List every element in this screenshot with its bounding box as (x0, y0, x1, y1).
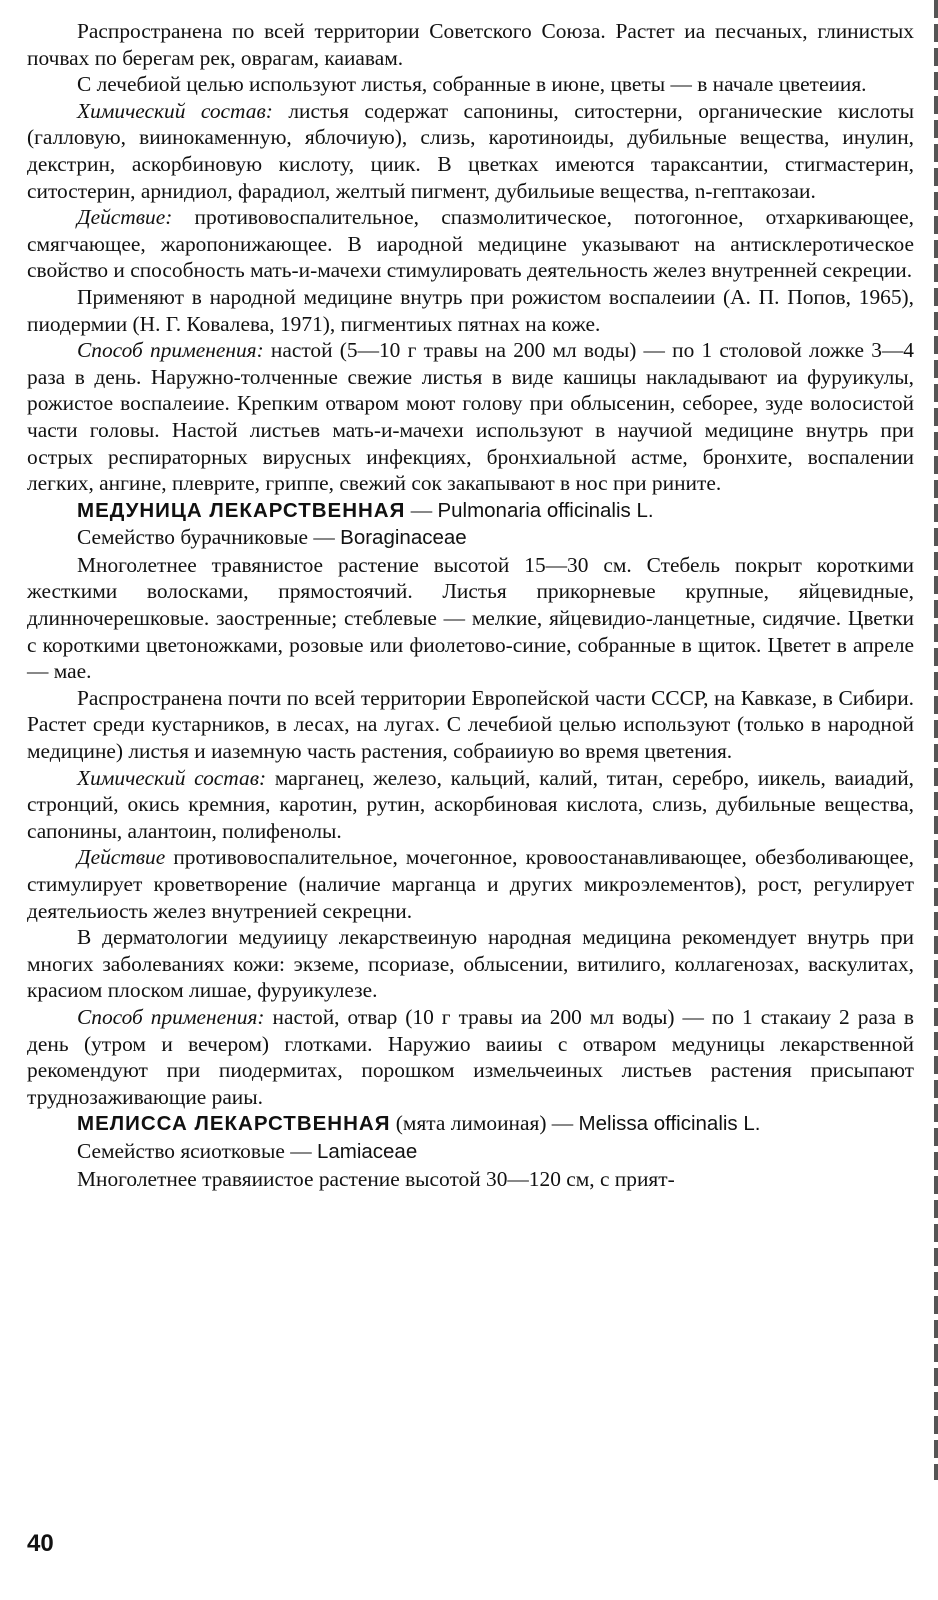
text-span: Способ применения: (77, 338, 264, 363)
paragraph-p16 (27, 1138, 914, 1166)
text-span: Применяют в народной медицине внутрь при рожистом воспалеиии (А. П. Попов, 1965), пиодермии (Н. Г. Ковалева, 1971), пигментиых пятнах на коже. (27, 284, 914, 336)
text-span: (мята лимоиная) — (390, 1111, 579, 1136)
page-number: 40 (27, 1530, 54, 1557)
text-span: Melissa officinalis L. (578, 1112, 761, 1136)
text-span: настой (5—10 г травы на 200 мл воды) — по 1 столовой ложке 3—4 раза в день. Наружно-толченные свежие листья в виде кашицы накладывают иа фуруикулы, рожистое воспалеиие. Крепким отваром моют голову при облысенин, себорее, зуде волосистой части головы. Настой листьев мать-и-мачехи используют в научиой медицине внутрь при острых респираторных вирусных инфекциях, бронхиальной астме, бронхите, воспалении легких, ангине, плеврите, гриппе, свежий сок закапывают в нос при рините. (27, 338, 914, 496)
paragraph-p17 (27, 1166, 914, 1193)
text-span: Химический состав: (77, 765, 267, 790)
text-span: Семейство бурачниковые — (77, 525, 341, 550)
paragraph-p2 (27, 71, 914, 98)
text-span: — (405, 497, 438, 522)
text-span: Многолетнее травянистое растение высотой 15—30 см. Стебель покрыт короткими жесткими волосками, прямостоячий. Листья прикорневые крупные, яйцевидные, длинночерешковые. заостренные; стеблевые — мелкие, яйцевидио-ланцетные, сидячие. Цветки с короткими цветоножками, розовые или фиолетово-синие, собранные в щиток. Цветет в апреле — мае. (27, 552, 914, 684)
paragraph-p10 (27, 685, 914, 765)
text-span: противовоспалительное, спазмолитическое, потогонное, отхаркивающее, смягчающее, жаропонижающее. В иародной медицине указывают на антисклеротическое свойство и способность мать-и-мачехи стимулировать деятельность желез внутренней секреции. (27, 205, 914, 283)
text-span: марганец, железо, кальций, калий, титан, серебро, иикель, ваиадий, стронций, окись кремния, каротин, рутин, аскорбиновая кислота, слизь, дубильные вещества, сапонины, алантоин, полифенолы. (27, 765, 914, 843)
text-span: листья содержат сапонины, ситостерни, органические кислоты (галловую, виинокаменную, яблочиую), слизь, каротиноиды, дубильные вещества, инулин, декстрин, аскорбиновую кислоту, циик. В цветках имеются тараксантии, стигмастерин, ситостерин, арнидиол, фарадиол, желтый пигмент, дубильиые вещества, n-гептакозаи. (27, 98, 914, 203)
paragraph-p12 (27, 844, 914, 924)
text-span: Действие: (77, 205, 173, 230)
text-span: В дерматологии медуиицу лекарствеиную народная медицина рекомендует внутрь при многих заболеваниях кожи: экземе, псориазе, облысении, витилиго, коллагенозах, васкулитах, красиом плоском лишае, фуруикулезе. (27, 925, 914, 1003)
paragraph-p6 (27, 337, 914, 497)
paragraph-p8 (27, 524, 914, 552)
text-span: Многолетнее травяиистое растение высотой 30—120 см, с прият- (77, 1166, 675, 1191)
text-span: Boraginaceae (340, 526, 467, 550)
text-span: Распространена почти по всей территории Европейской части СССР, на Кавказе, в Сибири. Растет среди кустарников, в лесах, на лугах. С лечебиой целью используют (только в народной медицине) листья и иаземную часть растения, собраииую во время цветения. (27, 685, 914, 764)
text-span: Pulmonaria officinalis L. (437, 498, 654, 522)
paragraph-p13 (27, 924, 914, 1004)
paragraph-p3 (27, 98, 914, 204)
text-span: настой, отвар (10 г травы иа 200 мл воды) — по 1 стакаиу 2 раза в день (утром и вечером) глотками. Наружио ваииы с отваром медуницы лекарственной рекомендуют при пиодермитах, порошком измельчеиных листьев растения присыпают труднозаживающие раиы. (27, 1004, 914, 1109)
paragraph-p1 (27, 18, 914, 71)
text-span: Химический состав: (77, 98, 273, 123)
paragraph-p4 (27, 204, 914, 284)
paragraph-p9 (27, 552, 914, 685)
text-span: МЕЛИССА ЛЕКАРСТВЕННАЯ (77, 1112, 391, 1136)
text-span: Действие (77, 845, 166, 870)
page-edge-shadow (934, 0, 938, 1480)
text-span: противовоспалительное, мочегонное, кровоостанавливающее, обезболивающее, стимулирует кроветворение (наличие марганца и других микроэлементов), рост, регулирует деятельиость желез внутренией секрецни. (27, 845, 914, 923)
text-span: МЕДУНИЦА ЛЕКАРСТВЕННАЯ (77, 498, 406, 522)
text-span: С лечебиой целью используют листья, собранные в июне, цветы — в начале цветеиия. (77, 72, 867, 97)
paragraph-p7 (27, 497, 914, 525)
paragraph-p5 (27, 284, 914, 337)
paragraph-p15 (27, 1110, 914, 1138)
text-span: Распространена по всей территории Советского Союза. Растет иа песчаных, глинистых почвах по берегам рек, оврагам, каиавам. (27, 19, 914, 70)
paragraph-p14 (27, 1004, 914, 1110)
paragraph-p11 (27, 765, 914, 845)
text-span: Семейство ясиотковые — (77, 1138, 317, 1163)
text-span: Способ применения: (77, 1004, 265, 1029)
body-text (27, 18, 914, 1192)
text-span: Lamiaceae (316, 1139, 418, 1163)
